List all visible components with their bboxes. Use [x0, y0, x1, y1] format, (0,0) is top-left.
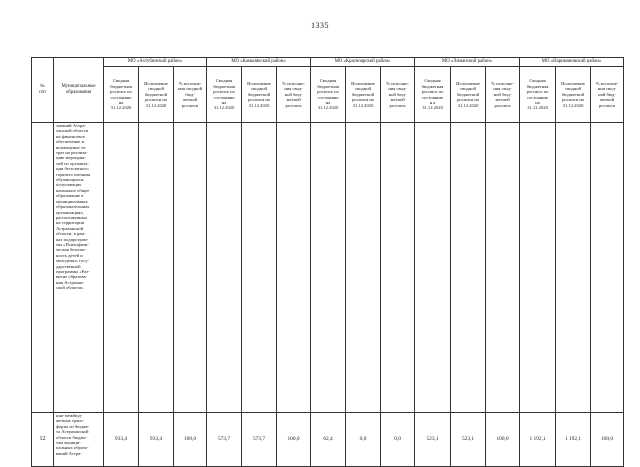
- subheader-plan: Сводная бюджетная роспись по состоянию н а 31.12.2020: [415, 67, 451, 123]
- value-cell: [346, 123, 381, 413]
- value-cell: 1 192,1: [520, 413, 556, 467]
- subheader-execution: Исполнение сводной бюджетной росписи на 31.12.2020: [346, 67, 381, 123]
- value-cell: [591, 123, 624, 413]
- subheader-execution: Исполнение сводной бюджетной росписи на 31.12.2020: [242, 67, 277, 123]
- header-row-columns: [32, 67, 624, 123]
- header-district-limansky: МО «Лиманский район»: [415, 58, 520, 67]
- value-cell: 1 192,1: [556, 413, 591, 467]
- subheader-execution: Исполнение сводной бюджетной росписи на 31.12.2020: [139, 67, 174, 123]
- value-cell: [381, 123, 415, 413]
- header-district-krasnoyarsky: МО «Красноярский район»: [311, 58, 415, 67]
- value-cell: 523,1: [415, 413, 451, 467]
- header-district-narimanovsky: МО «Наримановский район»: [520, 58, 624, 67]
- table-row-continuation: [32, 123, 624, 413]
- row-number: 12: [32, 413, 54, 467]
- value-cell: 523,1: [451, 413, 486, 467]
- subheader-percent: % исполне- ния свод- ной бюд- жетной росписи: [486, 67, 520, 123]
- value-cell: 0,0: [346, 413, 381, 467]
- value-cell: [311, 123, 346, 413]
- value-cell: [415, 123, 451, 413]
- value-cell: 573,7: [242, 413, 277, 467]
- subheader-execution: Исполнение сводной бюджетной росписи на 31.12.2020: [451, 67, 486, 123]
- value-cell: 0,0: [381, 413, 415, 467]
- value-cell: 100,0: [591, 413, 624, 467]
- header-row-districts: [32, 58, 624, 67]
- value-cell: 100,0: [277, 413, 311, 467]
- value-cell: [277, 123, 311, 413]
- subheader-plan: Сводная бюджетная роспись по состоянию на 31.12.2020: [207, 67, 242, 123]
- value-cell: 62,4: [311, 413, 346, 467]
- value-cell: [451, 123, 486, 413]
- value-cell: 100,0: [174, 413, 207, 467]
- row-description: ные межбюд- жетные транс- ферты из бюдже- та Астраханской области бюдже- там муници- пальных образо- ваний Астра-: [54, 413, 104, 467]
- subheader-percent: % исполне- ния сводной бюд- жетной росписи: [174, 67, 207, 123]
- row-number: [32, 123, 54, 413]
- header-municipality: Муниципальные образования: [54, 58, 104, 123]
- value-cell: 933,4: [104, 413, 139, 467]
- value-cell: [207, 123, 242, 413]
- header-number: № п/п: [32, 58, 54, 123]
- row-description: зований Астра- ханской области на финансовое обеспечение и возмещение за- трат на реализа- цию мероприя- тий по организа- ции бесплатного горячего питания обучающихся, получающих начальное общее образование в муниципальных образовательных организациях, расположенных на территории Астраханской области, в рам- ках подпрограм- мы «Психофизи- ческая безопас- ность детей и молодежи» госу- дарственной программы «Раз- витие образова- ния Астрахан- ской области»: [54, 123, 104, 413]
- value-cell: [139, 123, 174, 413]
- value-cell: 573,7: [207, 413, 242, 467]
- header-district-kamyzyaksky: МО «Камызякский район»: [207, 58, 311, 67]
- subheader-percent: % исполне- ния свод- ной бюд- жетной росписи: [381, 67, 415, 123]
- budget-table: [31, 57, 624, 467]
- value-cell: [486, 123, 520, 413]
- value-cell: [104, 123, 139, 413]
- subheader-plan: Сводная бюджетная роспись по состоянию на 31.12.2020: [104, 67, 139, 123]
- value-cell: [242, 123, 277, 413]
- table-row-12: [32, 413, 624, 467]
- value-cell: [520, 123, 556, 413]
- value-cell: [174, 123, 207, 413]
- subheader-plan: Сводная бюджетная роспись по состоянию на 31.12.2020: [520, 67, 556, 123]
- value-cell: 100,0: [486, 413, 520, 467]
- page-number: 1335: [311, 21, 329, 30]
- subheader-percent: % исполне- ния свод- ной бюд- жетной росписи: [591, 67, 624, 123]
- subheader-plan: Сводная бюджетная роспись по состоянию на 31.12.2020: [311, 67, 346, 123]
- value-cell: 933,4: [139, 413, 174, 467]
- subheader-percent: % исполне- ния свод- ной бюд- жетной росписи: [277, 67, 311, 123]
- value-cell: [556, 123, 591, 413]
- subheader-execution: Исполнение сводной бюджетной росписи на 31.12.2020: [556, 67, 591, 123]
- header-district-akhtubinsky: МО «Ахтубинский район»: [104, 58, 207, 67]
